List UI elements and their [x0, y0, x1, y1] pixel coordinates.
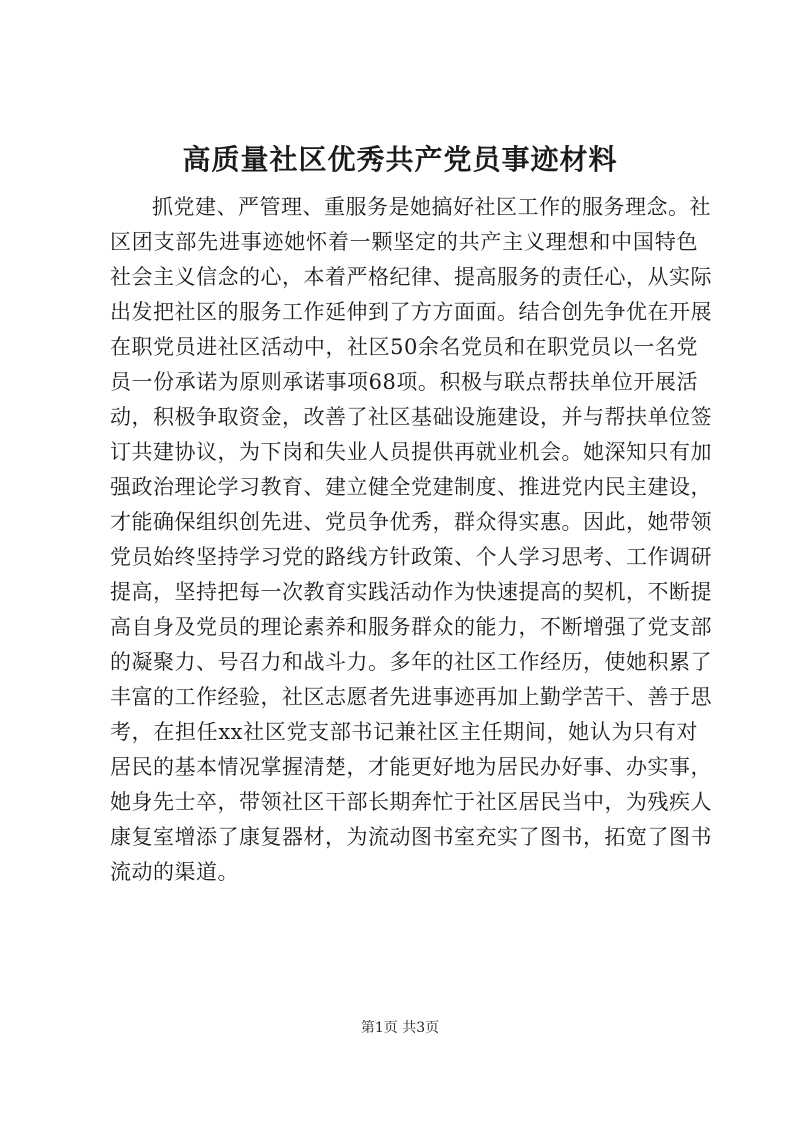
paragraph-line: 流动的渠道。 [110, 860, 239, 884]
paragraph-line: 订共建协议，为下岗和失业人员提供再就业机会。她深知只有加 [110, 440, 712, 464]
paragraph-line: 抓党建、严管理、重服务是她搞好社区工作的服务理念。社 [152, 195, 711, 219]
paragraph-line: 她身先士卒，带领社区干部长期奔忙于社区居民当中，为残疾人 [110, 790, 712, 814]
document-title: 高质量社区优秀共产党员事迹材料 [182, 143, 618, 176]
paragraph-line: 考，在担任xx社区党支部书记兼社区主任期间，她认为只有对 [110, 720, 698, 744]
paragraph-line: 员一份承诺为原则承诺事项68项。积极与联点帮扶单位开展活 [110, 370, 698, 394]
paragraph-line: 强政治理论学习教育、建立健全党建制度、推进党内民主建设， [110, 475, 712, 499]
page-number-footer: 第1页 共3页 [360, 1020, 440, 1036]
paragraph-line: 才能确保组织创先进、党员争优秀，群众得实惠。因此，她带领 [110, 510, 712, 534]
paragraph-line: 高自身及党员的理论素养和服务群众的能力，不断增强了党支部 [110, 615, 712, 639]
paragraph-line: 党员始终坚持学习党的路线方针政策、个人学习思考、工作调研 [110, 545, 712, 569]
paragraph-line: 在职党员进社区活动中，社区50余名党员和在职党员以一名党 [110, 335, 698, 359]
body-paragraph [110, 190, 712, 890]
paragraph-line: 区团支部先进事迹她怀着一颗坚定的共产主义理想和中国特色 [110, 230, 698, 254]
paragraph-line: 丰富的工作经验，社区志愿者先进事迹再加上勤学苦干、善于思 [110, 685, 712, 709]
paragraph-line: 社会主义信念的心，本着严格纪律、提高服务的责任心，从实际 [110, 265, 712, 289]
paragraph-line: 居民的基本情况掌握清楚，才能更好地为居民办好事、办实事， [110, 755, 712, 779]
paragraph-line: 动，积极争取资金，改善了社区基础设施建设，并与帮扶单位签 [110, 405, 712, 429]
paragraph-line: 出发把社区的服务工作延伸到了方方面面。结合创先争优在开展 [110, 300, 712, 324]
paragraph-line: 提高，坚持把每一次教育实践活动作为快速提高的契机，不断提 [110, 580, 712, 604]
paragraph-line: 的凝聚力、号召力和战斗力。多年的社区工作经历，使她积累了 [110, 650, 712, 674]
paragraph-line: 康复室增添了康复器材，为流动图书室充实了图书，拓宽了图书 [110, 825, 712, 849]
